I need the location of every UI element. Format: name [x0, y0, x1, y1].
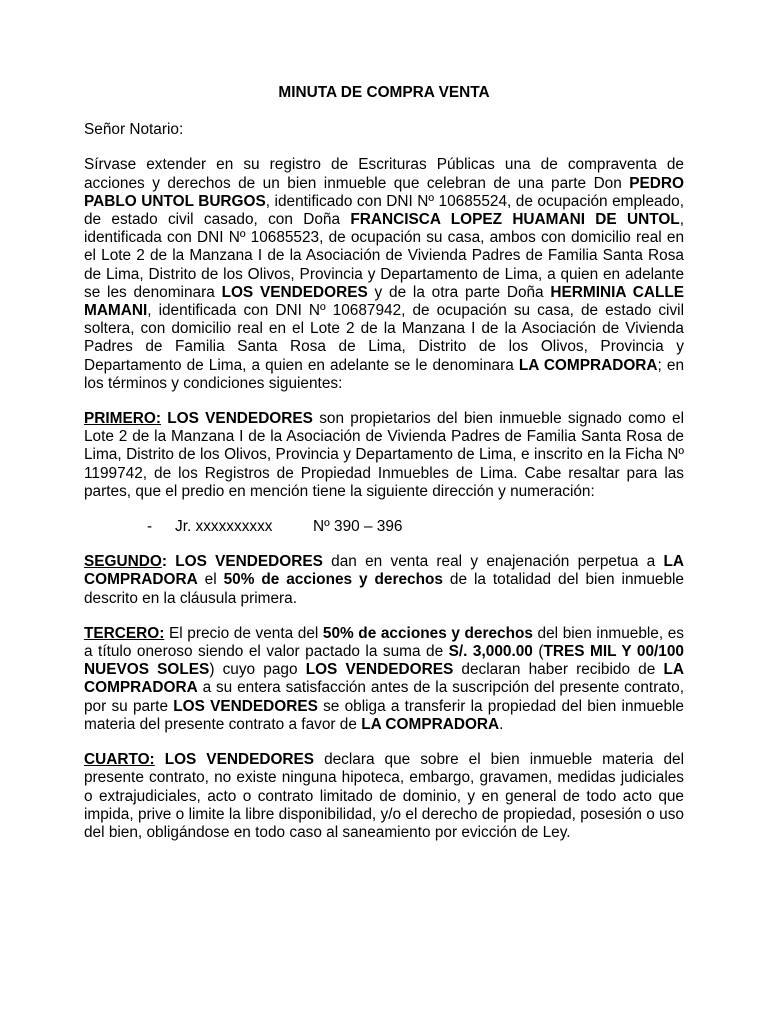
clause-label-tercero: TERCERO: [84, 624, 165, 642]
text-run: , identificada con DNI Nº 10685523, de ocupación su casa, ambos con domicilio real en el Lote 2 de la Manzana I de la Asociación de Vivienda Padres de Familia Santa Rosa de Lima, Distrito de los Olivos, Provincia y Departamento de Lima, a quien en adelante se les denominara [84, 211, 684, 301]
text-run: son propietarios del bien inmueble signado como el Lote 2 de la Manzana I de la Asociación de Vivienda Padres de Familia Santa Rosa de Lima, Distrito de los Olivos, Provincia y Departamento de Lima, e inscrito en la Ficha Nº 1199742, de los Registros de Propiedad Inmuebles de Lima. Cabe resaltar para las partes, que el predio en mención tiene la siguiente dirección y numeración: [84, 410, 685, 500]
text-run: . [499, 715, 504, 733]
bold-text-run: TRES MIL Y 00/100 NUEVOS SOLES [84, 643, 684, 679]
text-run: declara que sobre el bien inmueble materia del presente contrato, no existe ninguna hipoteca, embargo, gravamen, medidas judiciales o extrajudiciales, acto o contrato limitado de dominio, y en general de todo acto que impida, prive o limite la libre disponibilidad, y/o el derecho de propiedad, posesión o uso del bien, obligándose en todo caso al saneamiento por evicción de Ley. [84, 751, 685, 841]
text-run: ( [532, 643, 544, 661]
text-run: el [197, 571, 224, 589]
address-street: Jr. xxxxxxxxxx [175, 518, 273, 536]
text-run: dan en venta real y enajenación perpetua a [322, 553, 664, 571]
text-run: ) cuyo pago [209, 661, 306, 679]
bold-text-run: LOS VENDEDORES [164, 751, 315, 769]
bold-text-run: 50% de acciones y derechos [223, 571, 443, 589]
clause-cuarto-text [84, 751, 684, 841]
bold-text-run: LA COMPRADORA [361, 715, 500, 733]
clause-primero-text [84, 410, 684, 500]
text-run: , identificada con DNI Nº 10687942, de ocupación su casa, de estado civil soltera, con domicilio real en el Lote 2 de la Manzana I de la Asociación de Vivienda Padres de Familia Santa Rosa de Lima, Distrito de los Olivos, Provincia y Departamento de Lima, a quien en adelante se le denominara [84, 302, 684, 374]
clause-label-segundo: SEGUNDO [84, 553, 162, 571]
text-run: ; en los términos y condiciones siguientes: [84, 356, 685, 392]
clause-label-primero: PRIMERO: [84, 410, 161, 428]
clause-segundo [84, 553, 684, 608]
clause-tercero [84, 625, 684, 734]
bold-text-run: LOS VENDEDORES [305, 661, 454, 679]
bold-text-run: LA COMPRADORA [84, 553, 685, 589]
text-run [155, 751, 165, 768]
clause-primero [84, 410, 684, 501]
text-run: y de la otra parte Doña [367, 283, 551, 301]
address-line [147, 518, 684, 536]
bold-text-run: LOS VENDEDORES [221, 283, 368, 301]
bold-text-run: LA COMPRADORA [84, 661, 684, 697]
bold-text-run: FRANCISCA LOPEZ HUAMANI DE UNTOL [350, 211, 680, 229]
clause-segundo-text [84, 553, 684, 606]
salutation: Señor Notario: [84, 121, 184, 139]
address-number: Nº 390 – 396 [313, 518, 403, 536]
document-title: MINUTA DE COMPRA VENTA [278, 84, 490, 101]
clause-label-cuarto: CUARTO: [84, 751, 155, 769]
intro-paragraph [84, 156, 684, 393]
text-run: del bien inmueble, es a título oneroso siendo el valor pactado la suma de [84, 624, 684, 661]
clause-cuarto [84, 751, 684, 842]
clause-tercero-text [84, 625, 684, 733]
bold-text-run: LA COMPRADORA [518, 356, 658, 374]
text-run: Sírvase extender en su registro de Escrituras Públicas una de compraventa de acciones y derechos de un bien inmueble que celebran de una parte Don [84, 156, 684, 192]
address-dash: - [147, 518, 153, 536]
text-run: se obliga a transferir la propiedad del bien inmueble materia del presente contrato a favor de [84, 697, 684, 733]
text-run: declaran haber recibido de [453, 661, 664, 679]
text-run: El precio de venta del [164, 624, 323, 642]
bold-text-run: LOS VENDEDORES [175, 553, 323, 571]
bold-text-run: LOS VENDEDORES [167, 410, 313, 428]
bold-text-run: PEDRO PABLO UNTOL BURGOS [84, 174, 684, 210]
text-run: de la totalidad del bien inmueble descrito en la cláusula primera. [84, 571, 684, 607]
bold-text-run: S/. 3,000.00 [448, 643, 533, 661]
bold-text-run: : [161, 553, 176, 571]
bold-text-run: HERMINIA CALLE MAMANI [84, 283, 685, 320]
bold-text-run: LOS VENDEDORES [173, 697, 318, 715]
bold-text-run: 50% de acciones y derechos [322, 624, 533, 642]
text-run: , identificado con DNI Nº 10685524, de ocupación empleado, de estado civil casado, con Doña [84, 192, 684, 229]
text-run: a su entera satisfacción antes de la suscripción del presente contrato, por su parte [84, 679, 684, 715]
